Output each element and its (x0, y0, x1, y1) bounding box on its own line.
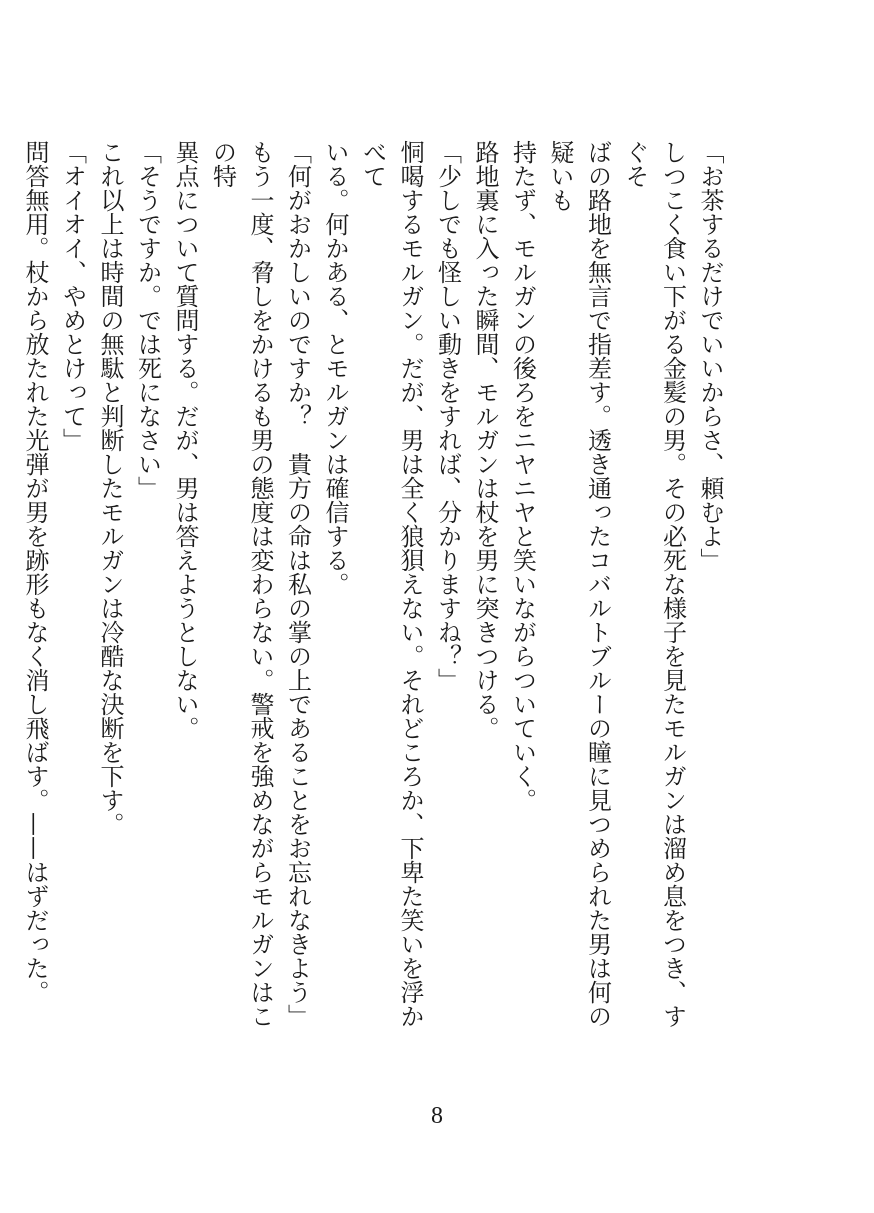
text-line: これ以上は時間の無駄と判断したモルガンは冷酷な決断を下す。 (96, 140, 124, 836)
text-line: 「オイオイ、やめとけって」 (58, 140, 87, 452)
text-line: 問答無用。杖から放たれた光弾が男を跡形もなく消し飛ばす。——はずだった。 (21, 140, 49, 1004)
text-line: いる。何かある、とモルガンは確信する。 (321, 140, 349, 596)
text-line: もう一度、脅しをかけるも男の態度は変わらない。警戒を強めながらモルガンはこの特 (208, 140, 274, 1028)
text-line: 持たず、モルガンの後ろをニヤニヤと笑いながらついていく。 (508, 140, 537, 812)
page-number: 8 (431, 1103, 443, 1129)
body-text (21, 140, 728, 1045)
text-line: 異点について質問する。だが、男は答えようとしない。 (171, 140, 199, 740)
text-line: 「お茶するだけでいいからさ、頼むよ」 (696, 140, 724, 572)
text-line: 路地裏に入った瞬間、モルガンは杖を男に突きつける。 (471, 140, 499, 740)
text-line: 恫喝するモルガン。だが、男は全く狼狽えない。それどころか、下卑た笑いを浮かべて (358, 140, 424, 1028)
text-line: 「少しでも怪しい動きをすれば、分かりますね？」 (433, 140, 462, 692)
text-line: ばの路地を無言で指差す。透き通ったコバルトブルーの瞳に見つめられた男は何の疑いも (546, 140, 612, 1028)
text-line: しつこく食い下がる金髪の男。その必死な様子を見たモルガンは溜め息をつき、すぐそ (621, 140, 687, 1028)
text-line: 「そうですか。では死になさい」 (133, 140, 162, 500)
text-line: 「何がおかしいのですか？ 貴方の命は私の掌の上であることをお忘れなきよう」 (283, 140, 312, 1028)
